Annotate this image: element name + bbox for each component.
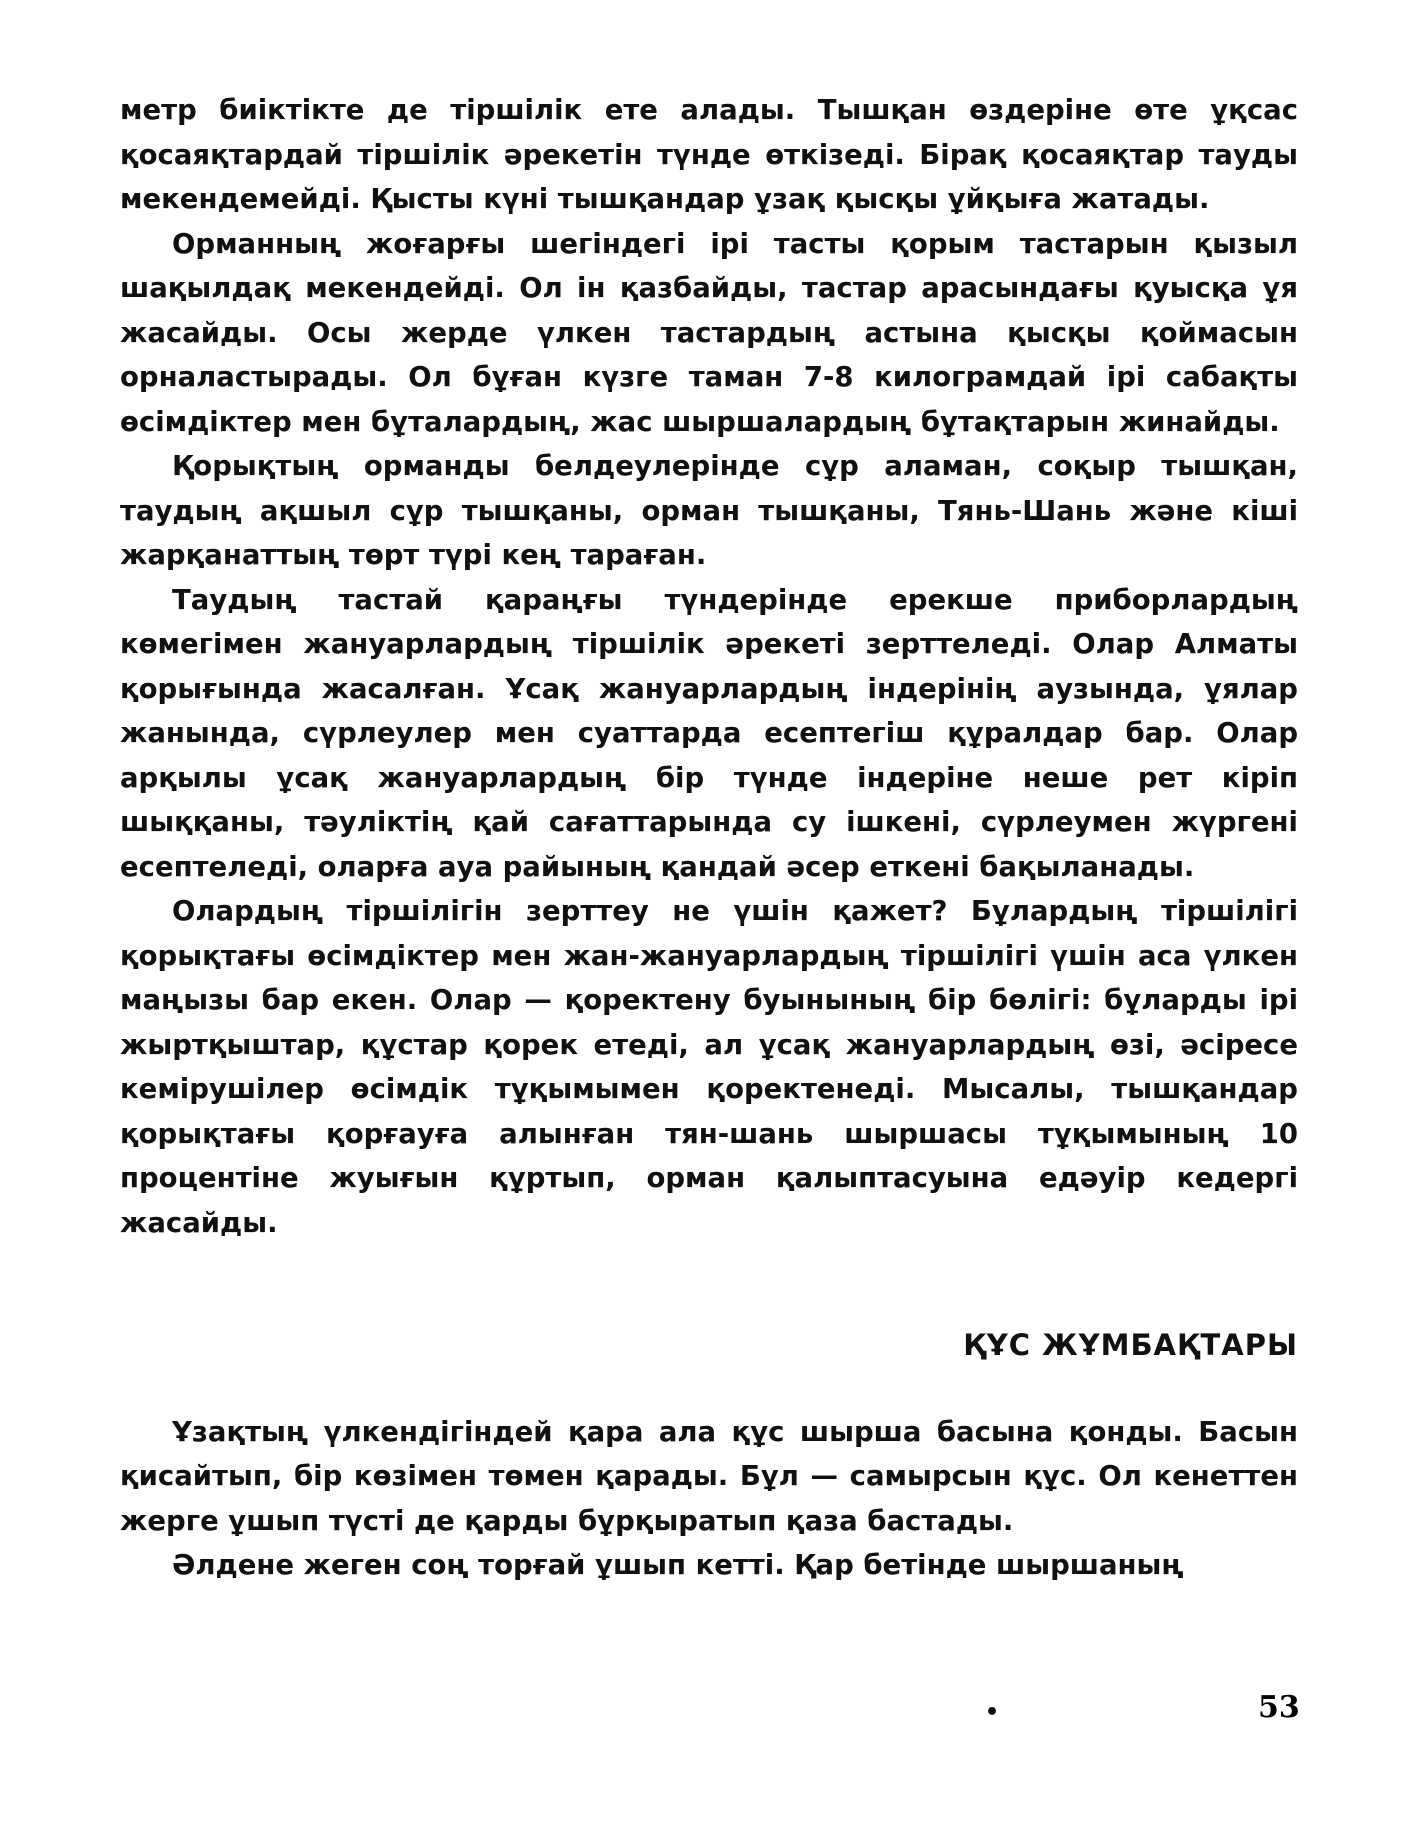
paragraph-2: Орманның жоғарғы шегіндегі ірі тасты қорым тастарын қызыл шақылдақ мекендейді. Ол ін қазбайды, тастар арасындағы қуысқа ұя жасайды. Осы жерде үлкен тастардың астына қысқы қоймасын орналастырады. Ол бұған күзге таман 7-8 килограмдай ірі сабақты өсімдіктер мен бұталардың, жас шыршалардың бұтақтарын жинайды. (120, 227, 1298, 438)
section-paragraph-1: Ұзақтың үлкендігіндей қара ала құс шырша басына қонды. Басын қисайтып, бір көзімен төмен қарады. Бұл — самырсын құс. Ол кенеттен жерге ұшып түсті де қарды бұрқыратып қаза бастады. (120, 1415, 1298, 1537)
book-page (120, 88, 1298, 1588)
page-number: 53 (1258, 1690, 1300, 1725)
section-paragraph-2: Әлдене жеген соң торғай ұшып кетті. Қар бетінде шыршаның (172, 1549, 1184, 1581)
footer-mark: • (985, 1700, 1000, 1725)
section-heading: ҚҰС ЖҰМБАҚТАРЫ (963, 1328, 1298, 1362)
paragraph-4: Таудың тастай қараңғы түндерінде ерекше приборлардың көмегімен жануарлардың тіршілік әрекеті зерттеледі. Олар Алматы қорығында жасалған. Ұсақ жануарлардың індерінің аузында, ұялар жанында, сүрлеулер мен суаттарда есептегіш құралдар бар. Олар арқылы ұсақ жануарлардың бір түнде індеріне неше рет кіріп шыққаны, тәуліктің қай сағаттарында су ішкені, сүрлеумен жүргені есептеледі, оларға ауа райының қандай әсер еткені бақыланады. (120, 583, 1298, 883)
paragraph-5: Олардың тіршілігін зерттеу не үшін қажет? Бұлардың тіршілігі қорықтағы өсімдіктер мен жан-жануарлардың тіршілігі үшін аса үлкен маңызы бар екен. Олар — қоректену буынының бір бөлігі: бұларды ірі жыртқыштар, құстар қорек етеді, ал ұсақ жануарлардың өзі, әсіресе кемірушілер өсімдік тұқымымен қоректенеді. Мысалы, тышқандар қорықтағы қорғауға алынған тян-шань шыршасы тұқымының 10 процентіне жуығын құртып, орман қалыптасуына едәуір кедергі жасайды. (120, 895, 1298, 1239)
paragraph-3: Қорықтың орманды белдеулерінде сұр аламан, соқыр тышқан, таудың ақшыл сұр тышқаны, орман тышқаны, Тянь-Шань және кіші жарқанаттың төрт түрі кең тараған. (120, 450, 1298, 571)
paragraph-1: метр биіктікте де тіршілік ете алады. Тышқан өздеріне өте ұқсас қосаяқтардай тіршілік әрекетін түнде өткізеді. Бірақ қосаяқтар тауды мекендемейді. Қысты күні тышқандар ұзақ қысқы ұйқыға жатады. (120, 94, 1298, 215)
